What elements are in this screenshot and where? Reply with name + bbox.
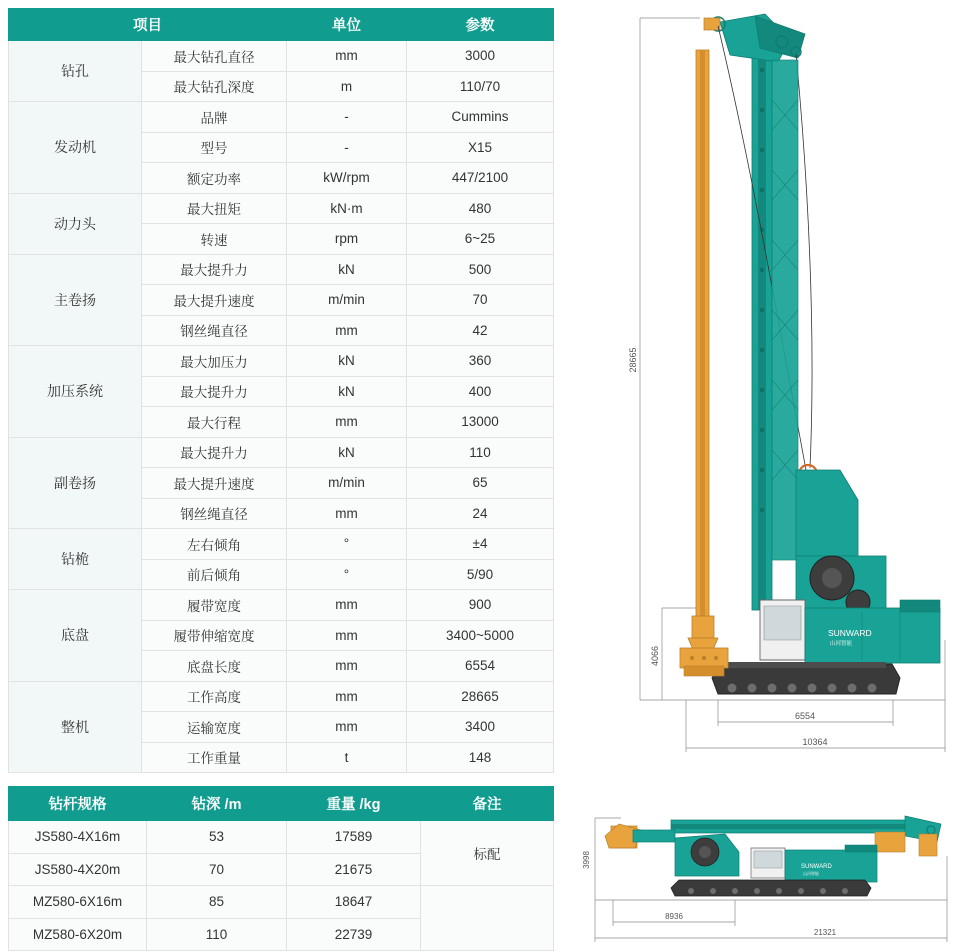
row-value: 24: [407, 498, 554, 529]
row-item: 履带伸缩宽度: [142, 620, 287, 651]
column-header-note: 备注: [421, 787, 554, 821]
row-unit: kN·m: [287, 193, 407, 224]
row-value: 3000: [407, 41, 554, 72]
rod-note: 标配: [421, 821, 554, 886]
row-value: 6~25: [407, 224, 554, 255]
row-unit: kN: [287, 376, 407, 407]
row-unit: mm: [287, 712, 407, 743]
mast-support: [772, 60, 798, 560]
row-value: 3400~5000: [407, 620, 554, 651]
table-header-row: [9, 9, 554, 41]
row-item: 最大提升力: [142, 376, 287, 407]
dimension-track-length: 6554: [794, 711, 816, 721]
row-unit: m/min: [287, 285, 407, 316]
kelly-bar: [688, 50, 718, 652]
row-item: 最大扭矩: [142, 193, 287, 224]
row-value: 110/70: [407, 71, 554, 102]
spec-table-container: [8, 8, 553, 773]
brand-text: SUNWARD: [828, 628, 872, 638]
row-item: 额定功率: [142, 163, 287, 194]
rod-note: [421, 886, 554, 951]
row-value: 28665: [407, 681, 554, 712]
table-row: [9, 437, 554, 468]
row-unit: -: [287, 132, 407, 163]
column-header-value: 参数: [407, 9, 554, 41]
row-value: 5/90: [407, 559, 554, 590]
row-unit: mm: [287, 651, 407, 682]
row-value: 42: [407, 315, 554, 346]
front-attachment: [605, 824, 675, 848]
row-value: 3400: [407, 712, 554, 743]
row-unit: rpm: [287, 224, 407, 255]
row-unit: m/min: [287, 468, 407, 499]
rod-weight: 22739: [287, 918, 421, 951]
rod-spec: JS580-4X20m: [9, 853, 147, 886]
row-item: 运输宽度: [142, 712, 287, 743]
row-value: 447/2100: [407, 163, 554, 194]
rod-spec: MZ580-6X16m: [9, 886, 147, 919]
row-unit: mm: [287, 407, 407, 438]
row-unit: mm: [287, 620, 407, 651]
group-label: 钻桅: [9, 529, 142, 590]
row-item: 最大加压力: [142, 346, 287, 377]
machine-front-drawing: [600, 0, 960, 770]
machine-body-side: [675, 834, 877, 882]
group-label: 整机: [9, 681, 142, 773]
spec-table-head: [9, 9, 554, 41]
dimension-transport-height: 3998: [582, 851, 591, 869]
row-value: 400: [407, 376, 554, 407]
row-unit: °: [287, 559, 407, 590]
row-unit: °: [287, 529, 407, 560]
column-header-rod-spec: 钻杆规格: [9, 787, 147, 821]
table-row: [9, 41, 554, 72]
rod-table-container: [8, 786, 553, 951]
row-item: 最大提升速度: [142, 285, 287, 316]
row-unit: mm: [287, 315, 407, 346]
column-header-weight: 重量 /kg: [287, 787, 421, 821]
group-label: 钻孔: [9, 41, 142, 102]
column-header-depth: 钻深 /m: [147, 787, 287, 821]
row-item: 钢丝绳直径: [142, 498, 287, 529]
row-value: 110: [407, 437, 554, 468]
table-row: [9, 346, 554, 377]
rod-table-body: [9, 821, 554, 951]
table-row: [9, 886, 554, 919]
row-value: 65: [407, 468, 554, 499]
row-item: 左右倾角: [142, 529, 287, 560]
table-row: [9, 590, 554, 621]
track-assembly: [712, 662, 900, 694]
row-unit: m: [287, 71, 407, 102]
machine-transport-drawing: [575, 790, 960, 950]
dimension-transport-track: 8936: [665, 912, 683, 921]
rod-spec: JS580-4X16m: [9, 821, 147, 854]
rod-spec: MZ580-6X20m: [9, 918, 147, 951]
row-unit: kN: [287, 437, 407, 468]
row-value: Cummins: [407, 102, 554, 133]
row-item: 工作重量: [142, 742, 287, 773]
table-row: [9, 102, 554, 133]
row-unit: kW/rpm: [287, 163, 407, 194]
spec-table: [8, 8, 554, 773]
spec-table-body: [9, 41, 554, 773]
row-unit: mm: [287, 681, 407, 712]
rod-table-head: [9, 787, 554, 821]
row-item: 转速: [142, 224, 287, 255]
row-item: 最大钻孔直径: [142, 41, 287, 72]
group-label: 发动机: [9, 102, 142, 194]
row-unit: kN: [287, 346, 407, 377]
rod-weight: 18647: [287, 886, 421, 919]
group-label: 动力头: [9, 193, 142, 254]
row-unit: -: [287, 102, 407, 133]
front-view-svg: [600, 0, 960, 770]
row-item: 品牌: [142, 102, 287, 133]
rod-depth: 110: [147, 918, 287, 951]
row-value: 13000: [407, 407, 554, 438]
rod-weight: 17589: [287, 821, 421, 854]
row-value: ±4: [407, 529, 554, 560]
brand-subtext-side: 山河智能: [803, 871, 819, 876]
group-label: 加压系统: [9, 346, 142, 438]
transport-view-svg: [575, 790, 960, 950]
rod-depth: 53: [147, 821, 287, 854]
brand-subtext: 山河智能: [830, 641, 853, 647]
table-row: [9, 254, 554, 285]
group-label: 副卷扬: [9, 437, 142, 529]
row-item: 最大提升速度: [142, 468, 287, 499]
row-item: 最大钻孔深度: [142, 71, 287, 102]
row-item: 钢丝绳直径: [142, 315, 287, 346]
dimension-transport-length: 21321: [813, 928, 837, 937]
row-item: 最大行程: [142, 407, 287, 438]
row-item: 最大提升力: [142, 437, 287, 468]
row-unit: mm: [287, 41, 407, 72]
row-value: 360: [407, 346, 554, 377]
row-value: 480: [407, 193, 554, 224]
dimension-overall-length: 10364: [802, 737, 828, 747]
rod-depth: 70: [147, 853, 287, 886]
row-unit: mm: [287, 498, 407, 529]
brand-text-side: SUNWARD: [801, 864, 832, 870]
rod-table: [8, 786, 554, 951]
table-row: [9, 193, 554, 224]
column-header-unit: 单位: [287, 9, 407, 41]
dimension-lower-height: 4066: [650, 645, 660, 667]
table-row: [9, 529, 554, 560]
rod-depth: 85: [147, 886, 287, 919]
row-unit: kN: [287, 254, 407, 285]
row-unit: t: [287, 742, 407, 773]
column-header-item: 项目: [9, 9, 287, 41]
row-item: 底盘长度: [142, 651, 287, 682]
dimension-total-height: 28665: [628, 347, 638, 373]
drill-base: [680, 648, 728, 676]
row-item: 前后倾角: [142, 559, 287, 590]
row-value: 500: [407, 254, 554, 285]
row-value: 900: [407, 590, 554, 621]
row-unit: mm: [287, 590, 407, 621]
row-item: 最大提升力: [142, 254, 287, 285]
row-item: 工作高度: [142, 681, 287, 712]
row-item: 型号: [142, 132, 287, 163]
row-item: 履带宽度: [142, 590, 287, 621]
table-header-row: [9, 787, 554, 821]
row-value: X15: [407, 132, 554, 163]
track-assembly-side: [671, 880, 871, 896]
table-row: [9, 681, 554, 712]
group-label: 主卷扬: [9, 254, 142, 346]
row-value: 148: [407, 742, 554, 773]
rod-weight: 21675: [287, 853, 421, 886]
table-row: [9, 821, 554, 854]
row-value: 6554: [407, 651, 554, 682]
row-value: 70: [407, 285, 554, 316]
group-label: 底盘: [9, 590, 142, 682]
